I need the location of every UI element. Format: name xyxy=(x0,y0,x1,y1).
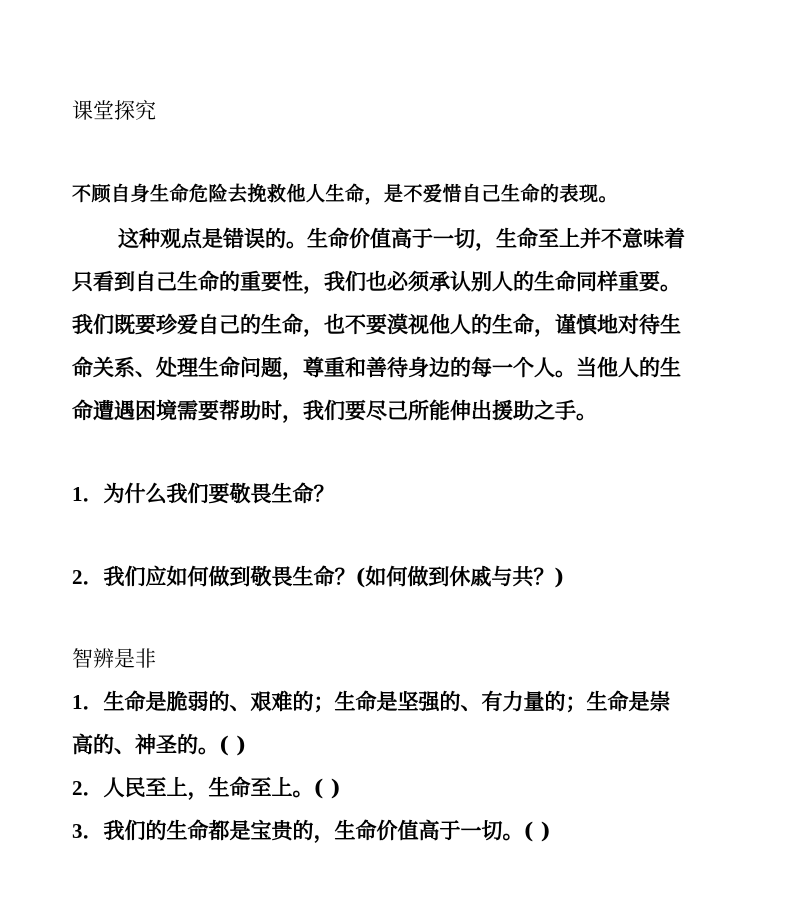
answer-line-1: 这种观点是错误的。生命价值高于一切，生命至上并不意味着 xyxy=(118,226,685,251)
explore-question-1 xyxy=(72,480,732,508)
discussion-statement: 不顾自身生命危险去挽救他人生命，是不爱惜自己生命的表现。 xyxy=(72,183,619,205)
item-text: 生命是脆弱的、艰难的；生命是坚强的、有力量的；生命是崇 xyxy=(103,689,671,714)
section-heading-judge: 智辨是非 xyxy=(72,647,156,671)
item-number: 3． xyxy=(72,819,104,843)
judge-item-3 xyxy=(72,817,732,845)
judge-item-1-line-1 xyxy=(72,688,732,716)
item-text: 我们的生命都是宝贵的，生命价值高于一切。( ) xyxy=(103,818,551,843)
answer-line-4: 命关系、处理生命问题，尊重和善待身边的每一个人。当他人的生 xyxy=(72,355,681,380)
question-number: 2． xyxy=(72,565,104,589)
explore-question-2 xyxy=(72,563,732,591)
section-heading-explore: 课堂探究 xyxy=(72,99,156,123)
item-number: 1． xyxy=(72,690,104,714)
answer-line-5: 命遭遇困境需要帮助时，我们要尽己所能伸出援助之手。 xyxy=(72,398,597,423)
item-text: 人民至上，生命至上。( ) xyxy=(103,775,341,800)
judge-item-1-line-2: 高的、神圣的。( ) xyxy=(72,732,247,757)
answer-line-2: 只看到自己生命的重要性，我们也必须承认别人的生命同样重要。 xyxy=(72,269,681,294)
item-number: 2． xyxy=(72,776,104,800)
answer-line-3: 我们既要珍爱自己的生命，也不要漠视他人的生命，谨慎地对待生 xyxy=(72,312,681,337)
judge-item-2 xyxy=(72,774,732,802)
question-number: 1． xyxy=(72,482,104,506)
question-text: 我们应如何做到敬畏生命？(如何做到休戚与共？) xyxy=(103,564,565,589)
question-text: 为什么我们要敬畏生命？ xyxy=(103,481,335,506)
